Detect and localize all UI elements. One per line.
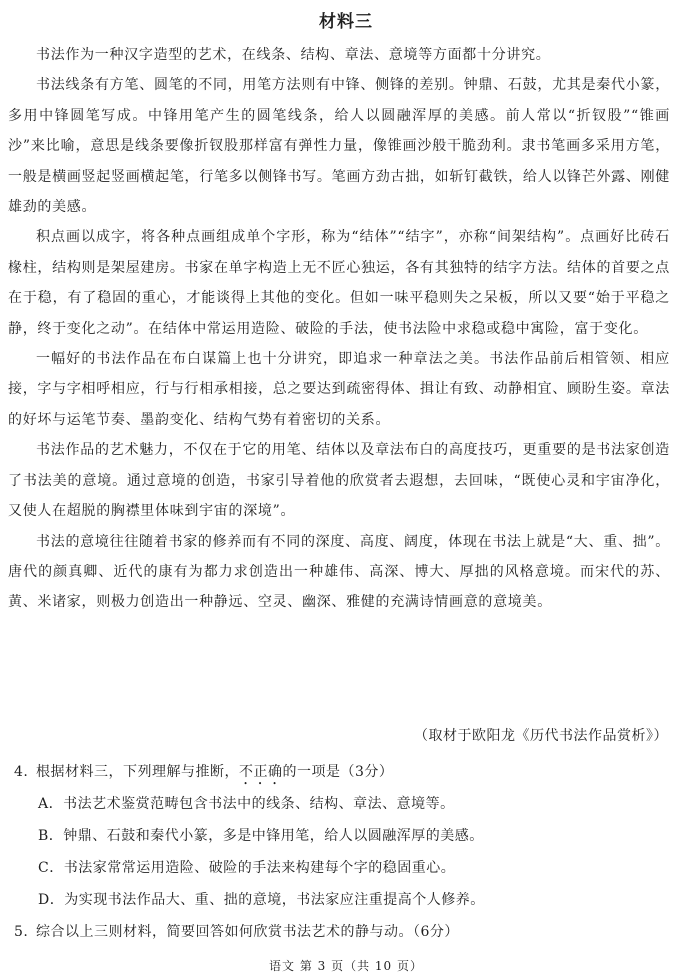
- section-title: 材料三: [319, 12, 373, 32]
- paragraph-3: 积点画以成字，将各种点画组成单个字形，称为“结体”“结字”，亦称“间架结构”。点画好比砖石椽柱，结构则是架屋建房。书家在单字构造上无不匠心独运，各有其独特的结字方法。结体的首要之点在于稳，有了稳固的重心，才能谈得上其他的变化。但如一味平稳则失之呆板，所以又要“始于平稳之静，终于变化之动”。在结体中常运用造险、破险的手法，使书法险中求稳或稳中寓险，富于变化。: [8, 229, 670, 337]
- paragraph-6: 书法的意境往往随着书家的修养而有不同的深度、高度、阔度，体现在书法上就是“大、重、拙”。唐代的颜真卿、近代的康有为都力求创造出一种雄伟、高深、博大、厚拙的风格意境。而宋代的苏、黄、米诸家，则极力创造出一种静远、空灵、幽深、雅健的充满诗情画意的意境美。: [8, 533, 670, 611]
- paragraph-5: 书法作品的艺术魅力，不仅在于它的用笔、结体以及章法布白的高度技巧，更重要的是书法家创造了书法美的意境。通过意境的创造，书家引导着他的欣赏者去遐想，去回味，“既使心灵和宇宙净化，又使人在超脱的胸襟里体味到宇宙的深境”。: [8, 442, 670, 520]
- source-citation: （取材于欧阳龙《历代书法作品赏析》）: [414, 728, 668, 744]
- question-4-emphasis: 不正确: [239, 764, 283, 780]
- question-5: [14, 918, 459, 946]
- question-4: [14, 758, 393, 788]
- question-4-number: 4.: [14, 764, 29, 780]
- page-footer: 语文 第 3 页（共 10 页）: [269, 959, 423, 973]
- question-4-option-c: C．书法家常常运用造险、破险的手法来构建每个字的稳固重心。: [38, 860, 456, 876]
- question-4-stem-before: 根据材料三，下列理解与推断，: [36, 764, 239, 780]
- question-4-stem-after: 的一项是（3分）: [282, 764, 394, 780]
- question-5-stem: 综合以上三则材料，简要回答如何欣赏书法艺术的静与动。（6分）: [36, 924, 459, 940]
- question-4-option-d: D．为实现书法作品大、重、拙的意境，书法家应注重提高个人修养。: [38, 892, 485, 908]
- passage-body: [8, 40, 670, 618]
- question-5-number: 5.: [14, 924, 29, 940]
- paragraph-2: 书法线条有方笔、圆笔的不同，用笔方法则有中锋、侧锋的差别。钟鼎、石鼓，尤其是秦代小篆，多用中锋圆笔写成。中锋用笔产生的圆笔线条，给人以圆融浑厚的美感。前人常以“折钗股”“锥画沙”来比喻，意思是线条要像折钗股那样富有弹性力量，像锥画沙般干脆劲利。隶书笔画多采用方笔，一般是横画竖起竖画横起笔，行笔多以侧锋书写。笔画方劲古拙，如斩钉截铁，给人以锋芒外露、刚健雄劲的美感。: [8, 77, 670, 216]
- question-4-option-b: B．钟鼎、石鼓和秦代小篆，多是中锋用笔，给人以圆融浑厚的美感。: [38, 828, 484, 844]
- paragraph-1: 书法作为一种汉字造型的艺术，在线条、结构、章法、意境等方面都十分讲究。: [36, 47, 551, 63]
- paragraph-4: 一幅好的书法作品在布白谋篇上也十分讲究，即追求一种章法之美。书法作品前后相管领、相应接，字与字相呼相应，行与行相承相接，总之要达到疏密得体、揖让有致、动静相宜、顾盼生姿。章法的好坏与运笔节奏、墨韵变化、结构气势有着密切的关系。: [8, 351, 670, 428]
- question-4-option-a: A．书法艺术鉴赏范畴包含书法中的线条、结构、章法、意境等。: [38, 796, 455, 812]
